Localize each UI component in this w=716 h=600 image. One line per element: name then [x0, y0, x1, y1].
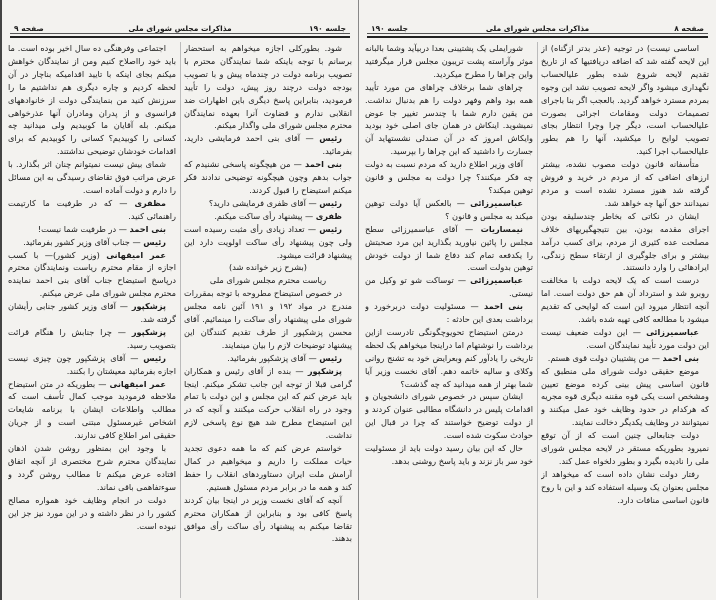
paragraph-text: — آقای بنی احمد فرمایشی دارید، بفرمائید. — [184, 133, 352, 157]
paragraph-text: ایشان سپس در خصوص شورای دانشجویان و اقدامات پلیس در دانشگاه مطالبی عنوان کردند و از دولت توضیح خواستند که چرا در قبال این حوادث سکوت شده است. — [365, 391, 533, 441]
paragraph-text: — بالعکس آیا دولت توهین میکند به مجلس و قانون ؟ — [365, 197, 533, 221]
speaker-paragraph — [365, 300, 533, 326]
paragraph-text: شود. بطورکلی اجازه میخواهم به استحضار برسانم با توجه باینکه شما نمایندگان محترم با تصویب برنامه دولت در چندماه پیش و با تصویب بودجه دولت درچند روز پیش، دولت را تأیید فرمودید، بنابراین پاسخ دیگری باین اظهارات ضد انقلابی ندارم و قضاوت آنرا بعهده نمایندگان محترم مجلس شورای ملی واگذار میکنم. — [184, 43, 352, 131]
paragraph-text: — پیشنهاد رأی ساکت میکنم. — [214, 210, 314, 221]
paragraph-text: خواستم عرض کنم که ما همه دعوی تجدید حیات مملکت را داریم و میخواهیم در کمال آرامش ملت ایران دستاوردهای انقلاب را حفظ کند و همه ما در برابر مردم مسئول هستیم. — [184, 443, 352, 492]
paragraph-text: — توساکت شو تو وکیل من نیستی. — [365, 275, 533, 299]
paragraph — [541, 210, 709, 275]
column-divider — [180, 42, 181, 598]
speaker-paragraph — [8, 236, 176, 249]
speaker-name: عمر امیقهانی — [109, 378, 166, 389]
speaker-name: بنی احمد — [305, 159, 343, 170]
paragraph-text: — تعداد زیادی رأی مثبت رسیده است ولی چون پیشنهاد رأی ساکت اولویت دارد این پیشنهاد قرائت میشود. — [184, 223, 352, 260]
paragraph — [365, 390, 533, 442]
speaker-name: عباسمیرزائی — [470, 275, 523, 286]
speaker-name: رئیس — [319, 133, 342, 144]
column-divider — [537, 42, 538, 598]
paragraph-text: ایشان در نکاتی که بخاطر چندسلیقه بودن اجرای مقدمه بودن، بین نتیجهگیریهای خلاف مصلحت عده کثیری از مردم، برای کسب درآمد بیشتر و برای جلوگیری از ارتقاء سطح زندگی، ایرادهائی را وارد دانستند. — [541, 210, 709, 273]
paragraph — [365, 42, 533, 81]
speaker-name: رئیس — [319, 197, 342, 208]
speaker-name: رئیس — [143, 352, 166, 363]
text-column-left — [365, 42, 533, 598]
paragraph — [541, 429, 709, 468]
paragraph-text: — چرا جنابش را هنگام قرائت بتصویب رسید. — [8, 326, 176, 350]
speaker-paragraph — [184, 352, 352, 365]
speaker-paragraph — [365, 223, 533, 275]
paragraph-text: اساسی نیست) در توجیه (عذر بدتر ازگناه) از این لایحه گفته شد که اضافه دریافتیها که از تاریخ تقدیم لایحه شروع شده بطور علیالحساب نگهداری میشود واگر لایحه تصویب نشد این وجوه بمردم مسترد خواهد گردید. بالعجب اگر بنا باجرای تصمیمات دولت ومقامات اجرائی بصورت علیالحساب است، دیگر چرا وچرا انتظار بجای تصویب لوایح را میکشید، آنها را هم بطور علیالحساب اجرا کنید. — [541, 43, 709, 157]
speaker-paragraph — [184, 197, 352, 210]
text-column-left — [8, 42, 176, 598]
speaker-paragraph — [365, 274, 533, 300]
speaker-name: ظفری — [315, 210, 342, 221]
paragraph — [541, 42, 709, 158]
paragraph — [365, 442, 533, 468]
text-column-right — [541, 42, 709, 598]
paragraph — [184, 494, 352, 546]
speaker-name: بنی احمد — [129, 223, 166, 234]
header-rule — [367, 36, 708, 38]
paragraph — [365, 158, 533, 197]
speaker-paragraph — [8, 352, 176, 378]
paragraph-text: — بطوریکه در متن استیضاح ملاحظه فرمودید موجب کمال تأسف است که مطالب واطلاعات ایشان با برنامه شایعات اشخاص غیرمسئول مبتنی است و از جریان حقیقی امر اطلاع کافی ندارند. — [8, 378, 176, 441]
speaker-paragraph — [541, 352, 709, 365]
paragraph-text: آنچه که آقای نخست وزیر در اینجا بیان کردند پاسخ کافی بود و بنابراین از همکاران محترم تقاضا میکنم به پیشنهاد رأی ساکت رأی موافق بدهند. — [184, 494, 352, 544]
paragraph-text: چراهای شما برخلاف چراهای من مورد تأیید همه بود واهم وفهر دولت را هم بدنبال نداشت. من یقین دارم شما با چندسر تغییر جا عوض نمیشوید. اینکاش در همان جای اصلی خود بودید وایکاش امروز که در آن صندلی نشستهاید آن جسارت را داشتید که این چراها را بپرسید. — [365, 81, 533, 157]
paragraph-text: — مسئولیت دولت دربرخورد و برداشت بعدی این حادثه : — [365, 301, 533, 325]
paragraph — [8, 42, 176, 158]
paragraph — [541, 468, 709, 507]
paragraph-text: حال که این بیان رسید دولت باید از مسئولیت خود سر باز نزند و باید پاسخ روشنی بدهد. — [365, 443, 533, 466]
speaker-paragraph — [365, 197, 533, 223]
paragraph-text: — آقای پزشکپور بفرمائید. — [227, 352, 317, 363]
speaker-paragraph — [184, 132, 352, 158]
paragraph — [541, 365, 709, 430]
paragraph-text: با وجود این بمنظور روشن شدن اذهان نمایندگان محترم شرح مختصری از آنچه اتفاق افتاده عرض میکنم تا مطالب روشن گردد و سوءتفاهمی باقی نماند. — [8, 443, 176, 492]
speaker-name: عباسمیرزائی — [470, 197, 523, 208]
paragraph-text: — در طرفیت شما نیست! — [37, 223, 127, 234]
speaker-name: بنی احمد — [483, 301, 524, 312]
centered-heading: ریاست محترم مجلس شورای ملی — [209, 275, 327, 286]
header-rule — [367, 33, 708, 34]
paragraph — [8, 494, 176, 533]
speaker-name: نیمساریات — [480, 223, 523, 234]
paragraph — [8, 158, 176, 197]
speaker-name: عمر امیقهانی — [106, 249, 166, 260]
running-title: مذاکرات مجلس شورای ملی — [485, 24, 590, 33]
speaker-paragraph — [8, 249, 176, 301]
paragraph — [184, 442, 352, 494]
speaker-paragraph — [8, 300, 176, 326]
paragraph-text: (وزیر کشور)— با کسب اجازه از مقام محترم ریاست ونمایندگان محترم درپاسخ استیضاح جناب آقای بنی احمد نماینده محترم مجلس شورای ملی عرض میکنم. — [8, 249, 176, 299]
paragraph-text: — آقای عباسمیرزائی سطح مجلس را پائین نیاورید بگذارید این مرد صحبتش را یکدفعه تمام کند دفاع شما از دولت خودش توهین بدولت است. — [365, 223, 533, 273]
speaker-paragraph — [541, 326, 709, 352]
page-number: صفحه ۸ — [674, 24, 704, 33]
speaker-name: پزشکپور — [131, 301, 166, 312]
paragraph-text: شمای بیش نیست نمیتوانم چنان اثر بگذارد. با عرض مراتب فوق تقاضای رسیدگی به این مسائل را دارم و دولت آماده است. — [8, 159, 176, 195]
paragraph-text: — این دولت ضعیف نیست این دولت مورد تأیید نمایندگان است. — [541, 326, 709, 350]
paragraph-text: شورایملی یک پشتیبنی بعدا دربیآید وشما بالبانه موثر وآراسته پشت تریبون مجلس قرار میگرفتید واین چراها را مطرح میکردید. — [365, 43, 533, 79]
paragraph — [541, 274, 709, 326]
speaker-paragraph — [184, 365, 352, 442]
speaker-paragraph — [8, 223, 176, 236]
paragraph-text: — من هیچگونه پاسخی نشنیدم که جواب بدهم وچون هیچگونه توضیحی ندادند فکر میکنم استیضاح را قبول کردند. — [184, 159, 352, 195]
paragraph — [365, 326, 533, 391]
speaker-paragraph — [8, 326, 176, 352]
paragraph-text: — آقای ظفری فرمایشی دارید؟ — [208, 197, 317, 208]
paragraph — [365, 81, 533, 158]
paragraph-text: درمتن استیضاح تحویوچگونگی تادرست ازاین برداشت را نوشتهام اما دراینجا میخواهم یک لحظه تاریخی را یادآور کنم وبعرایض خود به تشنج روانی وکلای و سالیه خاتمه دهم. آقای نخست وزیر آیا شما بهتر از همه میدانید که چه گذشت؟ — [365, 326, 533, 389]
speaker-name: پزشکپور — [131, 326, 166, 337]
speaker-name: رئیس — [319, 352, 342, 363]
paragraph-text: — من پشتیبان دولت قوی هستم. — [547, 352, 660, 363]
speaker-name: مظفری — [134, 197, 166, 208]
paragraph — [184, 42, 352, 132]
speaker-name: عباسمیرزائی — [646, 326, 699, 337]
paragraph-text: اجتماعی وفرهنگی ده سال اخیر بوده است. ما باید خود رااصلاح کنیم ومن از نمایندگان خواهش میکنم بجای اینکه با تایید اقدامیکه بناچار در آن لحظه کردیم و چاره دیگری هم نداشتیم ما را سرزنش کنید من بنمایندگی دولت از خانوادههای فرانسوی و از پدران ومادران آنها عذرخواهی میکنم. بله آقایان ما کوبیدیم ولی میدانید چه کسانی را کوبیدیم؟ کسانی را کوبیدیم که برای اقدامات خودشان توضیحی نداشتند. — [8, 43, 176, 157]
paragraph-text: در خصوص استیضاح مطروحه با توجه بمقررات مندرج در مواد ۱۹۲ و ۱۹۱ آئین نامه مجلس شورای ملی پیشنهاد رأی ساکت را مینمائیم. آقای محسن پزشکپور از طرف تقدیم کنندگان این پیشنهاد توضیحات لازم را بیان مینمایند. — [184, 288, 352, 350]
paragraph-text: — آقای وزیر کشور جنابی رأیشان گرفته شد. — [8, 301, 176, 325]
speaker-paragraph — [8, 378, 176, 443]
page-number: صفحه ۹ — [14, 24, 44, 33]
header-rule — [10, 33, 350, 34]
speaker-paragraph — [184, 158, 352, 197]
paragraph-text: آقای وزیر اطلاع دارید که مردم نسبت به دولت چه فکر میکنند؟ چرا دولت به مجلس و قانون توهین میکند؟ — [365, 159, 533, 195]
session-number: جلسه ۱۹۰ — [371, 24, 408, 33]
speaker-paragraph — [184, 223, 352, 262]
paragraph — [541, 158, 709, 210]
text-column-right — [184, 42, 352, 598]
paragraph-text: درست است که یک لایحه دولت با مخالفت روبرو شد و استرداد آن هم حق دولت است. اما آنچه انتظار میرود این است که لوایحی که تقدیم میشود با مطالعه کافی تهیه شده باشد. — [541, 275, 709, 325]
paragraph-text: موضع حقیقی دولت شورای ملی منطبق که قانون اساسی پیش بینی کرده موضع تعیین ومشخص است یکی قوه مقننه دیگری قوه مجریه که هرکدام در حدود وظایف خود عمل میکنند و نمیتوانند در وظایف یکدیگر دخالت نمایند. — [541, 365, 709, 428]
session-number: جلسه ۱۹۰ — [309, 24, 346, 33]
speaker-name: پزشکپور — [307, 365, 342, 376]
paragraph — [184, 287, 352, 352]
paragraph-text: متأسفانه قانون دولت مصوب نشده، بیشتر ارزهای اضافی که از مردم در خرید و فروش گرفته شد هنوز مسترد نشده است و مردم نمیدانند حق آنها چه خواهد شد. — [541, 159, 709, 208]
speaker-paragraph — [184, 210, 352, 223]
paragraph-text: — جناب آقای وزیر کشور بفرمائید. — [23, 236, 141, 247]
speaker-paragraph — [8, 197, 176, 223]
paragraph-text: — آقای پزشکپور چون چیزی نیست اجازه بفرمائید معیشتان را بکنند. — [8, 352, 176, 376]
speaker-name: رئیس — [319, 223, 342, 234]
paragraph-text: — که در طرفیت ما کارتیمت راهنمائی کنید. — [8, 197, 176, 221]
paragraph-text: — بنده از آقای رئیس و همکاران گرامی قبلا از توجه این جانب تشکر میکنم. اینجا باید عرض کنم که این مجلس و این دولت با تمام وجود در راه انقلاب حرکت میکنند و آنچه که در این استیضاح مطرح شد هیچ نوع پاسخی لازم نداشت. — [184, 365, 352, 441]
running-title: مذاکرات مجلس شورای ملی — [128, 24, 232, 33]
speaker-name: بنی احمد — [662, 352, 699, 363]
centered-heading: (بشرح زیر خوانده شد) — [229, 262, 307, 273]
paragraph-text: دولت در انجام وظایف خود همواره مصالح کشور را در نظر داشته و در این مورد نیز جز این نبوده است. — [8, 494, 176, 531]
header-rule — [10, 36, 350, 38]
paragraph-text: رفتار دولت نشان داده است که میخواهد از مجلس بعنوان یک وسیله استفاده کند و این با روح قانون اساسی منافات دارد. — [541, 468, 709, 505]
paragraph — [8, 442, 176, 494]
speaker-name: رئیس — [143, 236, 166, 247]
right-page — [358, 0, 716, 600]
paragraph-text: دولت جنابعالی چنین است که از آن توقع نمیرود بطوریکه مستقر در لایحه مجلس شورای ملی را نادیده بگیرد و بطور دلخواه عمل کند. — [541, 430, 709, 466]
